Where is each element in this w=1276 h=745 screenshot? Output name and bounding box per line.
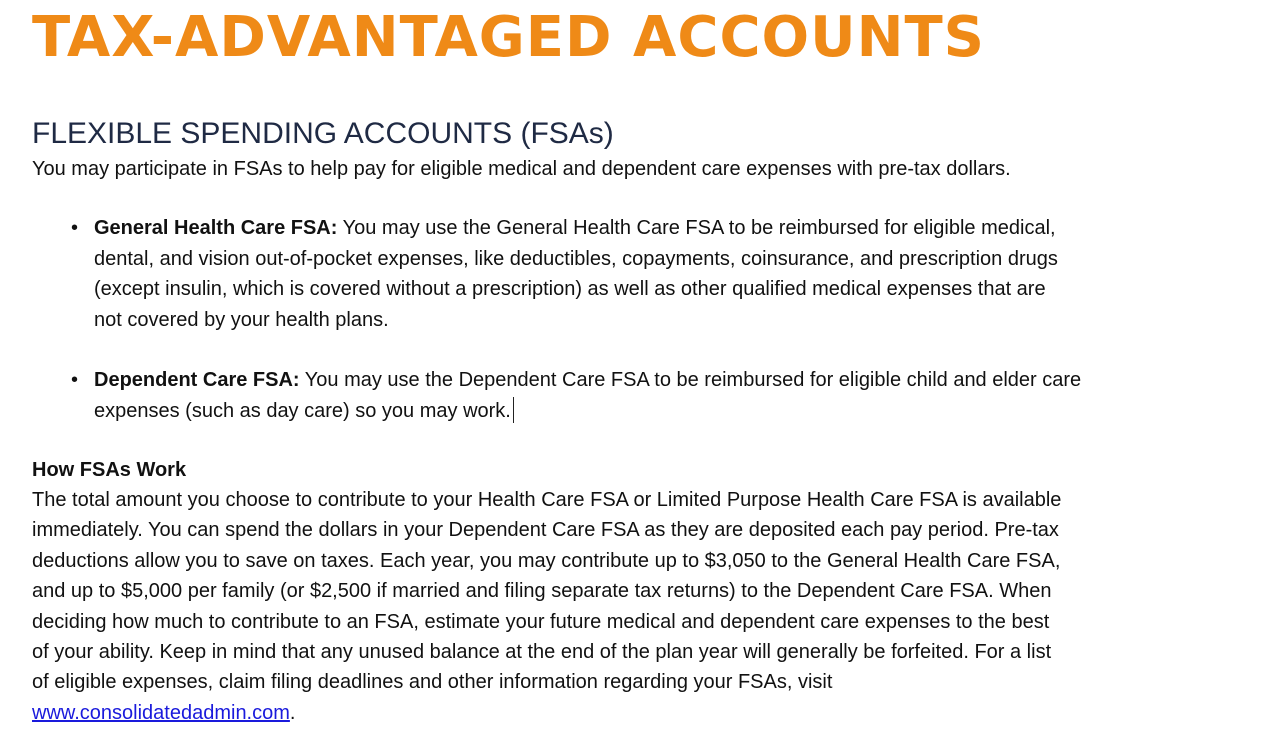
- paragraph-line: deciding how much to contribute to an FSA, estimate your future medical and dependent care expenses to the best: [32, 610, 1050, 633]
- bullet-line: not covered by your health plans.: [94, 308, 389, 331]
- list-item-dependent-care-fsa: [32, 365, 1257, 426]
- bullet-line: [94, 396, 1257, 427]
- bullet-line-text: expenses (such as day care) so you may work.: [94, 399, 511, 422]
- bullet-label: Dependent Care FSA:: [94, 369, 300, 391]
- fsa-bullet-list: [32, 213, 1257, 456]
- paragraph-line: The total amount you choose to contribute to your Health Care FSA or Limited Purpose Health Care FSA is available: [32, 489, 1062, 511]
- bullet-first-line: [94, 213, 1257, 244]
- text-cursor: [513, 397, 514, 423]
- paragraph-line: of your ability. Keep in mind that any unused balance at the end of the plan year will generally be forfeited. For a list: [32, 641, 1052, 664]
- paragraph-line: deductions allow you to save on taxes. Each year, you may contribute up to $3,050 to the General Health Care FSA,: [32, 549, 1061, 572]
- list-item-general-health-care-fsa: [32, 213, 1257, 335]
- bullet-line: dental, and vision out-of-pocket expenses, like deductibles, copayments, coinsurance, and prescription drugs: [94, 247, 1058, 270]
- paragraph-line: immediately. You can spend the dollars in your Dependent Care FSA as they are deposited each pay period. Pre-tax: [32, 519, 1059, 542]
- how-fsas-work-paragraph: [32, 485, 1257, 728]
- bullet-label: General Health Care FSA:: [94, 217, 338, 239]
- paragraph-line: and up to $5,000 per family (or $2,500 if married and filing separate tax returns) to the Dependent Care FSA. When: [32, 580, 1052, 603]
- bullet-text: You may use the General Health Care FSA to be reimbursed for eligible medical,: [337, 217, 1056, 239]
- paragraph-line-link: [32, 698, 1257, 728]
- link-suffix: .: [289, 701, 296, 724]
- consolidatedadmin-link[interactable]: www.consolidatedadmin.com: [32, 701, 290, 724]
- fsa-section-heading: FLEXIBLE SPENDING ACCOUNTS (FSAs): [32, 117, 614, 150]
- paragraph-line: of eligible expenses, claim filing deadlines and other information regarding your FSAs, visit: [32, 671, 833, 694]
- bullet-line: (except insulin, which is covered without a prescription) as well as other qualified medical expenses that are: [94, 278, 1046, 300]
- bullet-icon: •: [71, 369, 79, 391]
- bullet-text: You may use the Dependent Care FSA to be reimbursed for eligible child and elder care: [299, 369, 1082, 391]
- bullet-first-line: [94, 365, 1257, 396]
- bullet-icon: •: [71, 217, 79, 239]
- fsa-intro-paragraph: You may participate in FSAs to help pay for eligible medical and dependent care expenses with pre-tax dollars.: [32, 158, 1011, 180]
- page-title: TAX-ADVANTAGED ACCOUNTS: [32, 5, 986, 70]
- how-fsas-work-heading: How FSAs Work: [32, 459, 187, 481]
